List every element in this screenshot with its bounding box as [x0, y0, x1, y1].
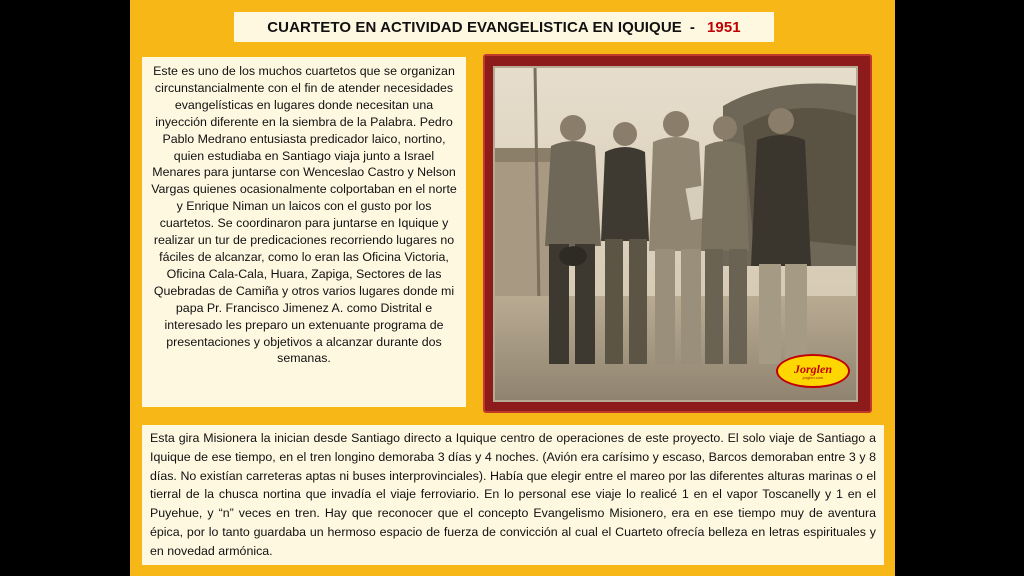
journey-paragraph: Esta gira Misionera la inician desde Santiago directo a Iquique centro de operaciones de este proyecto. El solo viaje de Santiago a Iquique de ese tiempo, en el tren longino demoraba 3 días y 4 noches. (Avión era carísimo y escaso, Barcos demoraban entre 3 y 8 días. No existían carreteras aptas ni buses interprovinciales). Había que elegir entre el mareo por las diferentes alturas marinas o el tierral de la chusca nortina que invadía el viaje ferroviario. En lo personal ese viaje lo realicé 1 en el vapor Toscanelly y 1 en el Puyehue, y “n” veces en tren. Hay que reconocer que el concepto Evangelismo Misionero, era en ese tiempo muy de aventura épica, por lo tanto guardaba un hermoso espacio de fuerza de convicción al cual el Cuarteto ofrecía belleza en letras espirituales y en novedad armónica.	[150, 431, 876, 558]
jorglen-logo	[776, 354, 850, 388]
title-year: 1951	[706, 18, 741, 36]
logo-sub: jorglen.com	[802, 374, 824, 380]
journey-text-box	[142, 425, 884, 565]
quartet-photo	[493, 66, 858, 402]
intro-paragraph: Este es uno de los muchos cuartetos que se organizan circunstancialmente con el fin de atender necesidades evangelísticas en lugares donde necesitan una inyección diferente en la siembra de la Palabra. Pedro Pablo Medrano entusiasta predicador laico, nortino, quien estudiaba en Santiago viaja junto a Israel Menares para juntarse con Wenceslao Castro y Nelson Vargas quienes ocasionalmente colportaban en el norte y Enrique Niman un laicos con el gusto por los cuartetos. Se coordinaron para juntarse en Iquique y realizar un tur de predicaciones recorriendo lugares no fáciles de alcanzar, como lo eran las Oficina Victoria, Oficina Cala-Cala, Huara, Zapiga, Sectores de las Quebradas de Camiña y otros varios lugares donde mi papa Pr. Francisco Jimenez A. como Distrital e interesado les preparo un extenuante programa de presentaciones y objetivos a alcanzar durante dos semanas.	[151, 64, 457, 366]
title-text: CUARTETO EN ACTIVIDAD EVANGELISTICA EN IQUIQUE	[267, 18, 682, 36]
slide	[130, 0, 895, 576]
intro-text-box	[142, 57, 466, 407]
photo-frame	[483, 54, 872, 413]
quartet-photo-illustration	[493, 66, 858, 402]
slide-title	[234, 12, 774, 42]
logo-name: Jorglen	[793, 361, 832, 376]
title-separator: -	[689, 18, 695, 36]
